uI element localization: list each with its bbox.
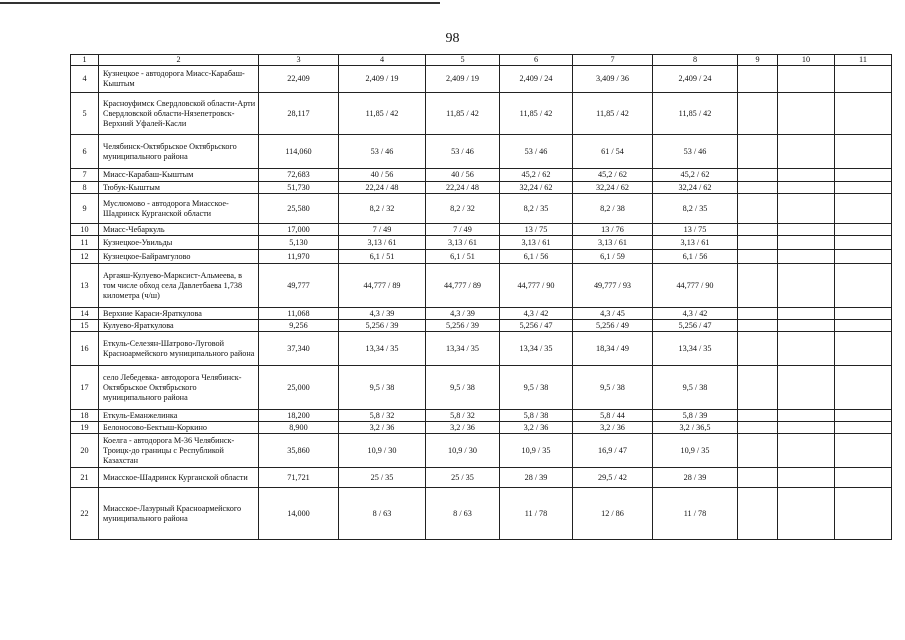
empty-cell (835, 434, 892, 468)
value-col6: 8,2 / 35 (500, 194, 573, 224)
length-cell: 114,060 (259, 135, 339, 169)
top-rule (0, 2, 440, 4)
road-name: Кузнецкое - автодорога Миасс-Карабаш-Кыштым (99, 66, 259, 93)
table-row (71, 135, 892, 169)
length-cell: 25,000 (259, 366, 339, 410)
value-col6: 9,5 / 38 (500, 366, 573, 410)
road-name: Кузнецкое-Увильды (99, 236, 259, 250)
road-name: Челябинск-Октябрьское Октябрьского муниципального района (99, 135, 259, 169)
value-col7: 6,1 / 59 (573, 250, 653, 264)
row-number: 6 (71, 135, 99, 169)
table-row (71, 468, 892, 488)
empty-cell (738, 182, 778, 194)
table-body (71, 55, 892, 540)
empty-cell (778, 169, 835, 182)
table-row (71, 250, 892, 264)
table-row (71, 320, 892, 332)
empty-cell (738, 66, 778, 93)
value-col5: 40 / 56 (426, 169, 500, 182)
road-name: Миасс-Чебаркуль (99, 224, 259, 236)
value-col8: 8,2 / 35 (653, 194, 738, 224)
row-number: 16 (71, 332, 99, 366)
value-col6: 10,9 / 35 (500, 434, 573, 468)
row-number: 8 (71, 182, 99, 194)
empty-cell (778, 264, 835, 308)
header-cell: 4 (339, 55, 426, 66)
value-col7: 18,34 / 49 (573, 332, 653, 366)
table-row (71, 66, 892, 93)
value-col6: 11,85 / 42 (500, 93, 573, 135)
value-col4: 7 / 49 (339, 224, 426, 236)
empty-cell (835, 169, 892, 182)
length-cell: 25,580 (259, 194, 339, 224)
road-name: Еткуль-Еманжелинка (99, 410, 259, 422)
value-col7: 32,24 / 62 (573, 182, 653, 194)
length-cell: 11,068 (259, 308, 339, 320)
value-col4: 40 / 56 (339, 169, 426, 182)
row-number: 10 (71, 224, 99, 236)
empty-cell (778, 135, 835, 169)
value-col7: 3,13 / 61 (573, 236, 653, 250)
value-col5: 6,1 / 51 (426, 250, 500, 264)
length-cell: 72,683 (259, 169, 339, 182)
value-col5: 53 / 46 (426, 135, 500, 169)
value-col7: 49,777 / 93 (573, 264, 653, 308)
value-col6: 3,13 / 61 (500, 236, 573, 250)
value-col5: 5,256 / 39 (426, 320, 500, 332)
empty-cell (778, 422, 835, 434)
table-row (71, 308, 892, 320)
row-number: 14 (71, 308, 99, 320)
value-col8: 44,777 / 90 (653, 264, 738, 308)
value-col5: 25 / 35 (426, 468, 500, 488)
value-col8: 45,2 / 62 (653, 169, 738, 182)
row-number: 20 (71, 434, 99, 468)
row-number: 4 (71, 66, 99, 93)
length-cell: 71,721 (259, 468, 339, 488)
value-col8: 2,409 / 24 (653, 66, 738, 93)
value-col6: 3,2 / 36 (500, 422, 573, 434)
value-col5: 4,3 / 39 (426, 308, 500, 320)
length-cell: 17,000 (259, 224, 339, 236)
value-col7: 45,2 / 62 (573, 169, 653, 182)
empty-cell (778, 366, 835, 410)
empty-cell (778, 66, 835, 93)
road-name: Коелга - автодорога М-36 Челябинск-Троицк-до границы с Республикой Казахстан (99, 434, 259, 468)
empty-cell (835, 93, 892, 135)
value-col8: 4,3 / 42 (653, 308, 738, 320)
length-cell: 11,970 (259, 250, 339, 264)
value-col4: 2,409 / 19 (339, 66, 426, 93)
table-row (71, 410, 892, 422)
empty-cell (778, 468, 835, 488)
empty-cell (738, 169, 778, 182)
value-col5: 13,34 / 35 (426, 332, 500, 366)
empty-cell (778, 434, 835, 468)
row-number: 5 (71, 93, 99, 135)
value-col7: 5,256 / 49 (573, 320, 653, 332)
header-cell: 7 (573, 55, 653, 66)
value-col5: 8,2 / 32 (426, 194, 500, 224)
value-col8: 11 / 78 (653, 488, 738, 540)
value-col5: 10,9 / 30 (426, 434, 500, 468)
length-cell: 5,130 (259, 236, 339, 250)
value-col4: 8 / 63 (339, 488, 426, 540)
empty-cell (778, 308, 835, 320)
value-col6: 5,256 / 47 (500, 320, 573, 332)
length-cell: 35,860 (259, 434, 339, 468)
empty-cell (778, 182, 835, 194)
empty-cell (738, 422, 778, 434)
empty-cell (835, 194, 892, 224)
empty-cell (738, 468, 778, 488)
page-number: 98 (445, 31, 460, 46)
value-col7: 3,409 / 36 (573, 66, 653, 93)
header-cell: 9 (738, 55, 778, 66)
empty-cell (738, 320, 778, 332)
value-col7: 29,5 / 42 (573, 468, 653, 488)
table-row (71, 93, 892, 135)
empty-cell (778, 194, 835, 224)
empty-cell (835, 135, 892, 169)
empty-cell (738, 250, 778, 264)
empty-cell (778, 93, 835, 135)
empty-cell (835, 488, 892, 540)
length-cell: 28,117 (259, 93, 339, 135)
value-col5: 22,24 / 48 (426, 182, 500, 194)
header-cell: 10 (778, 55, 835, 66)
value-col4: 5,256 / 39 (339, 320, 426, 332)
value-col5: 3,13 / 61 (426, 236, 500, 250)
length-cell: 49,777 (259, 264, 339, 308)
value-col6: 32,24 / 62 (500, 182, 573, 194)
header-cell: 5 (426, 55, 500, 66)
table-row (71, 488, 892, 540)
table-row (71, 169, 892, 182)
value-col7: 16,9 / 47 (573, 434, 653, 468)
empty-cell (738, 410, 778, 422)
value-col4: 9,5 / 38 (339, 366, 426, 410)
value-col4: 3,2 / 36 (339, 422, 426, 434)
header-cell: 8 (653, 55, 738, 66)
value-col8: 3,2 / 36,5 (653, 422, 738, 434)
value-col5: 8 / 63 (426, 488, 500, 540)
length-cell: 37,340 (259, 332, 339, 366)
length-cell: 18,200 (259, 410, 339, 422)
empty-cell (835, 468, 892, 488)
header-cell: 11 (835, 55, 892, 66)
value-col8: 13 / 75 (653, 224, 738, 236)
road-name: Миасское-Шадринск Курганской области (99, 468, 259, 488)
row-number: 9 (71, 194, 99, 224)
empty-cell (738, 93, 778, 135)
road-name: Тюбук-Кыштым (99, 182, 259, 194)
road-name: Аргаяш-Кулуево-Марксист-Альмеева, в том числе обход села Давлетбаева 1,738 километра (ч/ш) (99, 264, 259, 308)
empty-cell (738, 434, 778, 468)
value-col8: 11,85 / 42 (653, 93, 738, 135)
empty-cell (835, 236, 892, 250)
empty-cell (835, 66, 892, 93)
value-col7: 3,2 / 36 (573, 422, 653, 434)
value-col6: 11 / 78 (500, 488, 573, 540)
value-col7: 12 / 86 (573, 488, 653, 540)
empty-cell (778, 488, 835, 540)
row-number: 18 (71, 410, 99, 422)
value-col4: 3,13 / 61 (339, 236, 426, 250)
table-row (71, 366, 892, 410)
empty-cell (778, 224, 835, 236)
road-name: Белоносово-Бектыш-Коркино (99, 422, 259, 434)
value-col4: 53 / 46 (339, 135, 426, 169)
value-col4: 10,9 / 30 (339, 434, 426, 468)
empty-cell (738, 488, 778, 540)
value-col6: 44,777 / 90 (500, 264, 573, 308)
row-number: 15 (71, 320, 99, 332)
empty-cell (778, 320, 835, 332)
empty-cell (778, 250, 835, 264)
value-col6: 13 / 75 (500, 224, 573, 236)
empty-cell (738, 366, 778, 410)
table-row (71, 194, 892, 224)
value-col4: 11,85 / 42 (339, 93, 426, 135)
road-name: Кулуево-Яраткулова (99, 320, 259, 332)
empty-cell (835, 224, 892, 236)
value-col5: 3,2 / 36 (426, 422, 500, 434)
row-number: 12 (71, 250, 99, 264)
header-cell: 2 (99, 55, 259, 66)
value-col5: 5,8 / 32 (426, 410, 500, 422)
value-col7: 11,85 / 42 (573, 93, 653, 135)
table-row (71, 264, 892, 308)
value-col8: 5,256 / 47 (653, 320, 738, 332)
table-row (71, 182, 892, 194)
row-number: 11 (71, 236, 99, 250)
value-col8: 13,34 / 35 (653, 332, 738, 366)
row-number: 22 (71, 488, 99, 540)
length-cell: 14,000 (259, 488, 339, 540)
empty-cell (738, 264, 778, 308)
empty-cell (835, 366, 892, 410)
value-col7: 8,2 / 38 (573, 194, 653, 224)
empty-cell (738, 135, 778, 169)
value-col7: 13 / 76 (573, 224, 653, 236)
row-number: 13 (71, 264, 99, 308)
empty-cell (738, 308, 778, 320)
row-number: 21 (71, 468, 99, 488)
value-col7: 9,5 / 38 (573, 366, 653, 410)
value-col8: 10,9 / 35 (653, 434, 738, 468)
value-col7: 4,3 / 45 (573, 308, 653, 320)
value-col4: 6,1 / 51 (339, 250, 426, 264)
value-col8: 6,1 / 56 (653, 250, 738, 264)
value-col4: 22,24 / 48 (339, 182, 426, 194)
value-col6: 13,34 / 35 (500, 332, 573, 366)
empty-cell (738, 224, 778, 236)
value-col6: 4,3 / 42 (500, 308, 573, 320)
table-row (71, 434, 892, 468)
road-name: Красноуфимск Свердловской области-Арти Свердловской области-Нязепетровск-Верхний Уфалей-Касли (99, 93, 259, 135)
length-cell: 9,256 (259, 320, 339, 332)
road-data-table (70, 54, 892, 540)
road-name: Миасс-Карабаш-Кыштым (99, 169, 259, 182)
value-col6: 2,409 / 24 (500, 66, 573, 93)
empty-cell (835, 182, 892, 194)
value-col8: 9,5 / 38 (653, 366, 738, 410)
empty-cell (835, 332, 892, 366)
value-col7: 61 / 54 (573, 135, 653, 169)
empty-cell (778, 236, 835, 250)
table-row (71, 422, 892, 434)
header-cell: 1 (71, 55, 99, 66)
road-name: село Лебедевка- автодорога Челябинск-Октябрьское Октябрьского муниципального района (99, 366, 259, 410)
table-row (71, 236, 892, 250)
value-col6: 45,2 / 62 (500, 169, 573, 182)
table-row (71, 332, 892, 366)
length-cell: 8,900 (259, 422, 339, 434)
empty-cell (738, 236, 778, 250)
value-col4: 25 / 35 (339, 468, 426, 488)
empty-cell (835, 308, 892, 320)
value-col6: 28 / 39 (500, 468, 573, 488)
value-col8: 5,8 / 39 (653, 410, 738, 422)
road-name: Кузнецкое-Байрамгулово (99, 250, 259, 264)
value-col7: 5,8 / 44 (573, 410, 653, 422)
value-col4: 5,8 / 32 (339, 410, 426, 422)
header-cell: 6 (500, 55, 573, 66)
road-name: Верхние Караси-Яраткулова (99, 308, 259, 320)
empty-cell (835, 264, 892, 308)
empty-cell (778, 410, 835, 422)
value-col8: 28 / 39 (653, 468, 738, 488)
empty-cell (835, 410, 892, 422)
table-row (71, 224, 892, 236)
value-col4: 8,2 / 32 (339, 194, 426, 224)
value-col6: 5,8 / 38 (500, 410, 573, 422)
length-cell: 51,730 (259, 182, 339, 194)
road-name: Муслюмово - автодорога Миасское-Шадринск Курганской области (99, 194, 259, 224)
value-col5: 9,5 / 38 (426, 366, 500, 410)
value-col8: 32,24 / 62 (653, 182, 738, 194)
table-header-row (71, 55, 892, 66)
row-number: 19 (71, 422, 99, 434)
road-name: Миасское-Лазурный Красноармейского муниципального района (99, 488, 259, 540)
value-col4: 44,777 / 89 (339, 264, 426, 308)
value-col5: 2,409 / 19 (426, 66, 500, 93)
value-col4: 13,34 / 35 (339, 332, 426, 366)
value-col5: 44,777 / 89 (426, 264, 500, 308)
length-cell: 22,409 (259, 66, 339, 93)
value-col5: 7 / 49 (426, 224, 500, 236)
empty-cell (738, 332, 778, 366)
row-number: 7 (71, 169, 99, 182)
value-col6: 53 / 46 (500, 135, 573, 169)
value-col8: 53 / 46 (653, 135, 738, 169)
empty-cell (835, 422, 892, 434)
empty-cell (778, 332, 835, 366)
value-col4: 4,3 / 39 (339, 308, 426, 320)
empty-cell (835, 320, 892, 332)
value-col6: 6,1 / 56 (500, 250, 573, 264)
road-name: Еткуль-Селезян-Шатрово-Луговой Красноармейского муниципального района (99, 332, 259, 366)
header-cell: 3 (259, 55, 339, 66)
empty-cell (835, 250, 892, 264)
value-col8: 3,13 / 61 (653, 236, 738, 250)
value-col5: 11,85 / 42 (426, 93, 500, 135)
row-number: 17 (71, 366, 99, 410)
empty-cell (738, 194, 778, 224)
